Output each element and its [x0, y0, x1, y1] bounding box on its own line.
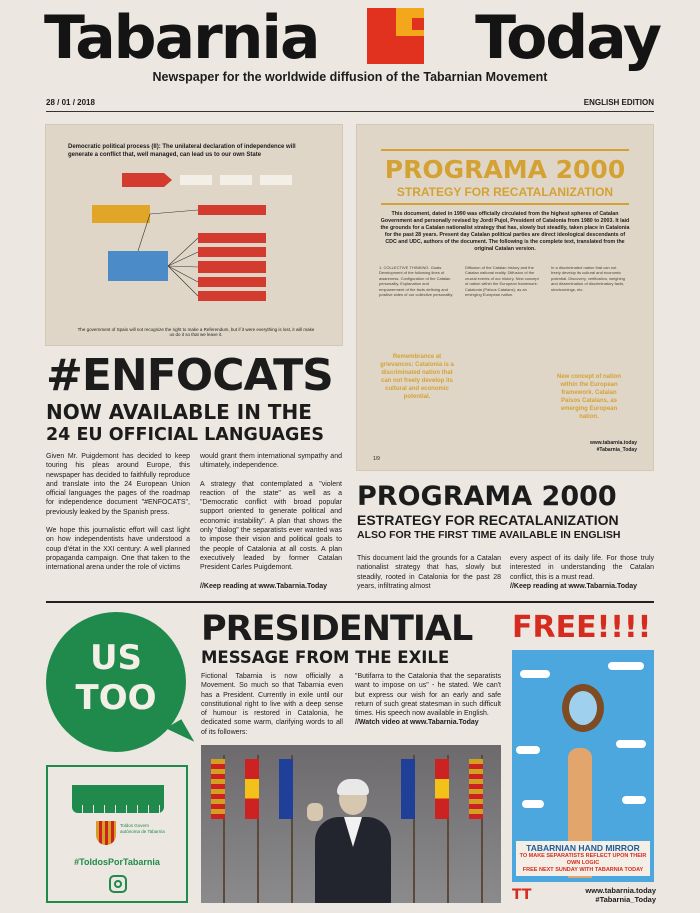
- programa-en-subtitle: ESTRATEGY FOR RECATALANIZATION: [357, 512, 619, 528]
- edition-label: ENGLISH EDITION: [583, 98, 654, 107]
- awning-icon: [72, 785, 164, 805]
- toldos-brand: Toldos Govern autònoma de Tabarnia: [120, 823, 165, 834]
- hand-mirror-subtitle-2: FREE NEXT SUNDAY WITH TABARNIA TODAY: [522, 867, 644, 873]
- masthead-subtitle: Newspaper for the worldwide diffusion of the Tabarnian Movement: [152, 70, 548, 84]
- enfocats-keep-reading-link[interactable]: //Keep reading at www.Tabarnia.Today: [200, 582, 328, 590]
- page-footer: [512, 886, 656, 904]
- hand-mirror-illustration: [512, 650, 654, 882]
- programa-col-1: 1. COLLECTIVE THINKING. Goals: Development of the following lines of awareness. Configuration of the Catalan personality. Explanation and empowerment of the facts defining and positive sides of our collective personality.: [379, 265, 454, 298]
- enfocats-col2-p2: A strategy that contemplated a "violent reaction of the state" as well as a "Democratic conflict with broad popular support oriented to generate political and economic instability". A plan that shows the only "dialog" the separatists ever wanted was to impose their vision and political goals to the people of Catalonia at all costs. A plan executively leaded by former Catalan President Carles Puigdemont.: [200, 480, 342, 572]
- awning-scallop: [72, 805, 164, 813]
- toldos-hashtag[interactable]: #ToldosPorTabarnia: [74, 857, 160, 867]
- hand-mirror-caption: [516, 841, 650, 876]
- programa-subtitle: STRATEGY FOR RECATALANIZATION: [396, 185, 614, 199]
- programa-quote-1: Remembrance at grievances: Catalonia is a discriminated nation that can not freely develop its cultural and economic potential.: [380, 354, 454, 400]
- masthead-title-left: Tabarnia: [44, 3, 319, 73]
- speech-bubble-tail: [166, 719, 195, 751]
- programa-page-number: 1/9: [373, 456, 380, 462]
- masthead-title-right: Today: [475, 3, 660, 73]
- programa-en-keep-reading-link[interactable]: //Keep reading at www.Tabarnia.Today: [510, 582, 638, 590]
- programa-rule-top: [381, 149, 629, 151]
- presidential-col-1: [201, 672, 343, 746]
- presidential-title: PRESIDENTIAL: [201, 609, 473, 649]
- enfocats-col1-p1: Given Mr. Puigdemont has decided to keep touring his pleas around Europe, this newspaper has decided to faithfully reproduce and translate into the 24 European Union official languages the pages of the roadmap for independence document "#ENFOCATS", previously leaked by the Spanish press.: [46, 453, 190, 516]
- programa-2000-panel: [357, 125, 653, 470]
- tabarnia-logo-icon: [367, 8, 424, 64]
- programa-rule-bottom: [381, 203, 629, 205]
- dateline: [46, 98, 654, 112]
- programa-title: PROGRAMA 2000: [384, 155, 626, 184]
- programa-col-2: Diffusion of the Catalan history and the Catalan national reality. Diffusion of the crucial events of our history. New concept of nation within the European framework: Catalonia (Països Catalans), as an emerging European nation.: [465, 265, 539, 298]
- hand-mirror-subtitle: TO MAKE SEPARATISTS REFLECT UPON THEIR OWN LOGIC: [519, 853, 647, 866]
- enfocats-subhead-1: NOW AVAILABLE IN THE: [46, 400, 312, 424]
- footer-twitter-handle[interactable]: #Tabarnia_Today: [595, 895, 656, 904]
- programa-quote-2: New concept of nation within the European framework. Catalan Paisos Catalans, as emerging European nation.: [556, 374, 621, 420]
- programa-footer-handle[interactable]: #Tabarnia_Today: [596, 447, 637, 453]
- free-promo: [512, 610, 656, 646]
- enfocats-col-2: [200, 452, 342, 600]
- enfocats-col1-p2: We hope this journalistic effort will cast light on how independentists have understood a coup d'état in the XXI century: A well planned propaganda campaign. One that taken to the international arena under the role of victims: [46, 527, 190, 572]
- process-diagram-caption: The government of Spain will not recognize the right to make a Referendum, but if it were everything is lost, it will make us do it so that we leave it.: [77, 327, 315, 337]
- enfocats-col2-p1: would grant them international sympathy and ultimately, independence.: [200, 453, 342, 470]
- enfocats-subhead-2: 24 EU OFFICIAL LANGUAGES: [46, 425, 324, 445]
- free-title: FREE!!!!: [512, 610, 652, 645]
- section-divider: [46, 601, 654, 603]
- presidential-subtitle: MESSAGE FROM THE EXILE: [201, 648, 450, 667]
- issue-date: 28 / 01 / 2018: [46, 98, 95, 107]
- programa-intro: This document, dated in 1990 was officially circulated from the highest spheres of Catalan Government and personally revised by Jordi Pujol, President of Catalonia from 1980 to 2003. It laid the grounds for a Catalan nationalist strategy that has, slowly but steadily, taken place in Catalonia for the past 28 years. Present day Catalan political parties are direct ideological descendants of CDC and UDC, authors of the document. The following is the complete text, translated from the original Catalan version.: [380, 211, 630, 252]
- toldos-ad: [46, 765, 188, 903]
- programa-en-col-2: [510, 554, 654, 600]
- programa-en-col2-text: every aspect of its daily life. For those truly interested in understanding the Catalan conflict, this is a must read.: [510, 555, 654, 581]
- presidential-col-2: [355, 672, 501, 737]
- us-too-line-2: TOO: [75, 678, 157, 718]
- programa-en-col1-text: This document laid the grounds for a Catalan nationalist strategy that has, slowly but steadily, rooted in Catalonia for the past 28 years, infiltrating almost: [357, 555, 501, 590]
- process-diagram-title: Democratic political process (II): The unilateral declaration of independence will generate a conflict that, well managed, can lead us to our own State: [68, 144, 296, 158]
- hand-mirror-title: TABARNIAN HAND MIRROR: [526, 843, 640, 853]
- programa-en-title: PROGRAMA 2000: [357, 481, 617, 512]
- programa-footer-url[interactable]: www.tabarnia.today: [589, 440, 637, 446]
- presidential-col1-text: Fictional Tabarnia is now officially a Movement. So much so that Tabarnia even has a President. Currently in exile until our constitutional right to live with a deep sense of humour is restored in Catalonia, he dedicated some warm, clarifying words to all of its followers:: [201, 673, 343, 736]
- us-too-line-1: US: [89, 638, 143, 678]
- enfocats-col-1: [46, 452, 190, 582]
- process-diagram-panel: [46, 125, 342, 345]
- programa-en-headline-block: [357, 482, 653, 542]
- process-flowchart: [46, 125, 342, 345]
- president-photo: [201, 745, 501, 903]
- enfocats-headline: #ENFOCATS: [46, 350, 333, 401]
- presidential-watch-video-link[interactable]: //Watch video at www.Tabarnia.Today: [355, 719, 479, 727]
- programa-en-col-1: [357, 554, 501, 600]
- tt-logo: TT: [512, 887, 532, 903]
- masthead: [40, 4, 660, 72]
- instagram-icon[interactable]: [109, 875, 127, 893]
- coat-of-arms-icon: [96, 821, 116, 845]
- programa-footer: [590, 440, 637, 454]
- footer-url-link[interactable]: www.tabarnia.today: [585, 886, 656, 895]
- presidential-headline-block: [201, 610, 501, 668]
- programa-col-3: In a discriminated nation that can not freely develop its cultural and economic potential. Discovery, verification, weighing and dissemination of discriminatory facts, shortcomings, etc.: [551, 265, 625, 292]
- enfocats-headline-block: [46, 352, 342, 446]
- raised-fist-icon: [307, 803, 323, 821]
- hand-mirror-icon: [562, 684, 604, 732]
- programa-en-subtitle-2: ALSO FOR THE FIRST TIME AVAILABLE IN ENGLISH: [357, 529, 621, 541]
- presidential-col2-text: "Butifarra to the Catalonia that the separatists want to impose on us" - he stated. We can't but express our wish for an early and safe return of such great statesman in such difficult times. His speech now available in English.: [355, 673, 501, 718]
- us-too-badge: [46, 612, 186, 752]
